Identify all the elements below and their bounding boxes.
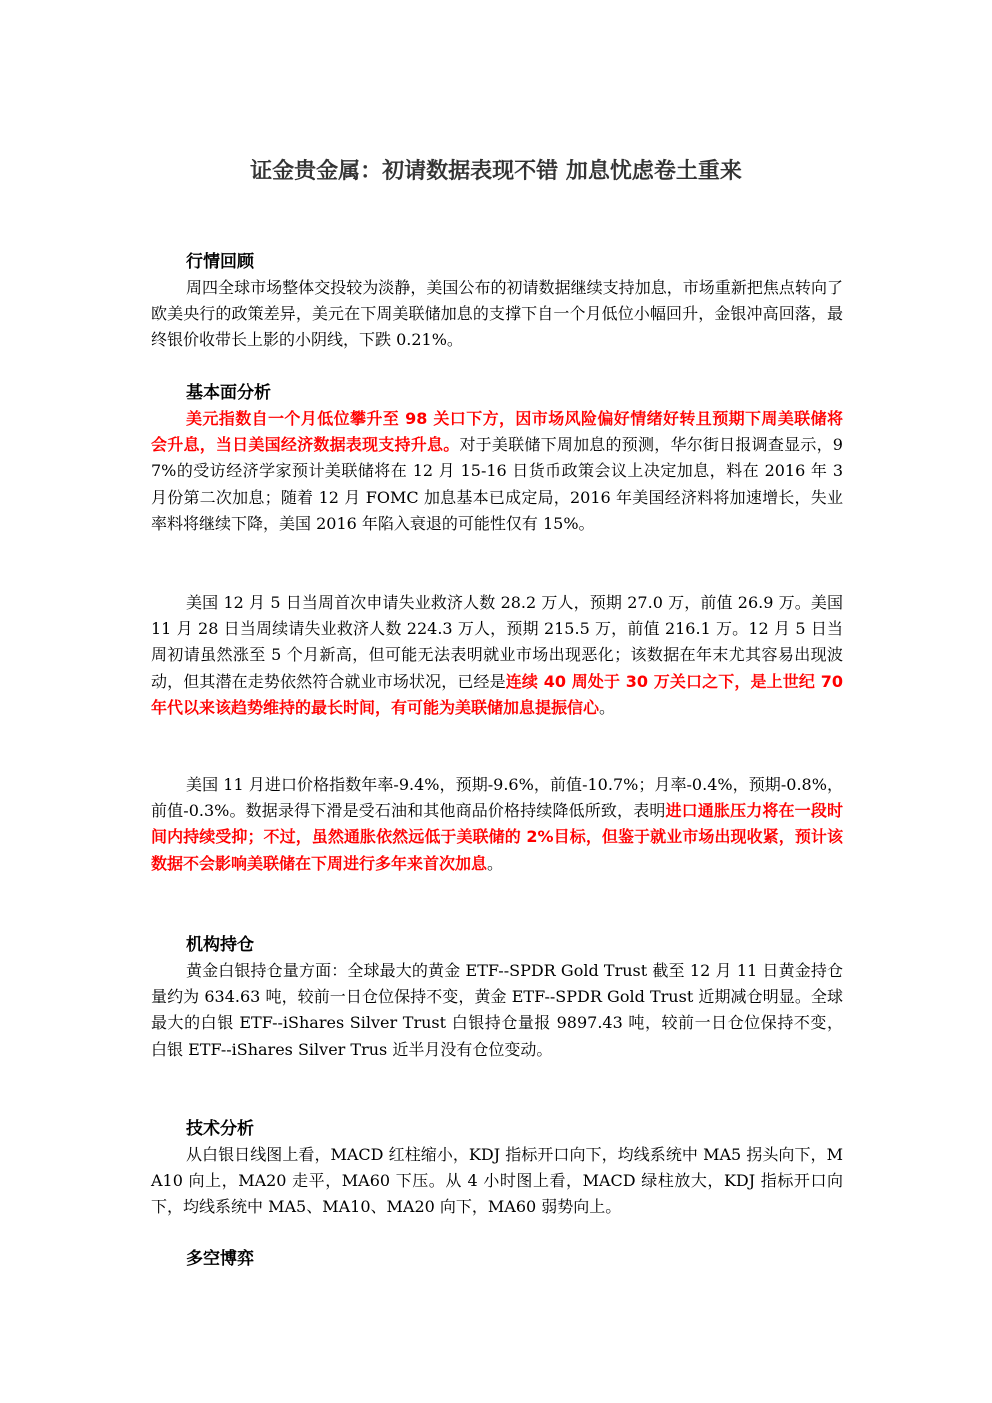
body-text: 美国 11 月进口价格指数年率-9.4%，预期-9.6%，前值-10.7%；月率-0.4%，预期-0.8%，前值-0.3%。数据录得下滑是受石油和其他商品价格持续降低所致，表明 — [151, 775, 843, 821]
heading-fundamentals: 基本面分析 — [186, 383, 271, 403]
document-title: 证金贵金属：初请数据表现不错 加息忧虑卷土重来 — [250, 159, 742, 184]
heading-holdings: 机构持仓 — [186, 935, 254, 955]
heading-market-review: 行情回顾 — [186, 252, 254, 272]
highlight-text: 美元指数自一个月低位攀升至 98 关口下方，因市场风险偏好情绪好转且预期下周美联储将会升息，当日美国经济数据表现支持升息。 — [151, 409, 843, 455]
body-text: 对于美联储下周加息的预测，华尔街日报调查显示，97%的受访经济学家预计美联储将在 12 月 15-16 日货币政策会议上决定加息，料在 2016 年 3 月份第二次加息；随着 12 月 FOMC 加息基本已成定局，2016 年美国经济料将加速增长，失业率料将继续下降，美国 2016 年陷入衰退的可能性仅有 15%。 — [151, 435, 843, 533]
paragraph-holdings: 黄金白银持仓量方面：全球最大的黄金 ETF--SPDR Gold Trust 截至 12 月 11 日黄金持仓量约为 634.63 吨，较前一日仓位保持不变，黄金 ETF--SPDR Gold Trust 近期减仓明显。全球最大的白银 ETF--iShares Silver Trust 白银持仓量报 9897.43 吨，较前一日仓位保持不变，白银 ETF--iShares Silver Trus 近半月没有仓位变动。 — [151, 961, 843, 1059]
heading-long-short: 多空博弈 — [186, 1249, 254, 1269]
paragraph-technical: 从白银日线图上看，MACD 红柱缩小，KDJ 指标开口向下，均线系统中 MA5 拐头向下，MA10 向上，MA20 走平，MA60 下压。从 4 小时图上看，MACD 绿柱放大，KDJ 指标开口向下，均线系统中 MA5、MA10、MA20 向下，MA60 弱势向上。 — [151, 1145, 843, 1217]
body-text: 。 — [599, 697, 616, 717]
paragraph-fundamentals-dollar — [151, 406, 843, 537]
heading-technical: 技术分析 — [186, 1119, 254, 1139]
highlight-text: 进口通胀压力将在一段时间内持续受抑；不过，虽然通胀依然远低于美联储的 2%目标，但鉴于就业市场出现收紧，预计该数据不会影响美联储在下周进行多年来首次加息 — [151, 801, 843, 873]
highlight-text: 连续 40 周处于 30 万关口之下，是上世纪 70 年代以来该趋势维持的最长时间，有可能为美联储加息提振信心 — [151, 671, 843, 717]
paragraph-fundamentals-jobless — [151, 590, 843, 721]
paragraph-market-review: 周四全球市场整体交投较为淡静，美国公布的初请数据继续支持加息，市场重新把焦点转向了欧美央行的政策差异，美元在下周美联储加息的支撑下自一个月低位小幅回升，金银冲高回落，最终银价收带长上影的小阴线，下跌 0.21%。 — [151, 278, 843, 350]
body-text: 。 — [487, 853, 504, 873]
paragraph-fundamentals-import-prices — [151, 772, 843, 877]
body-text: 美国 12 月 5 日当周首次申请失业救济人数 28.2 万人，预期 27.0 万，前值 26.9 万。美国 11 月 28 日当周续请失业救济人数 224.3 万人，预期 215.5 万，前值 216.1 万。12 月 5 日当周初请虽然涨至 5 个月新高，但可能无法表明就业市场出现恶化；该数据在年末尤其容易出现波动，但其潜在走势依然符合就业市场状况，已经是 — [151, 593, 843, 691]
